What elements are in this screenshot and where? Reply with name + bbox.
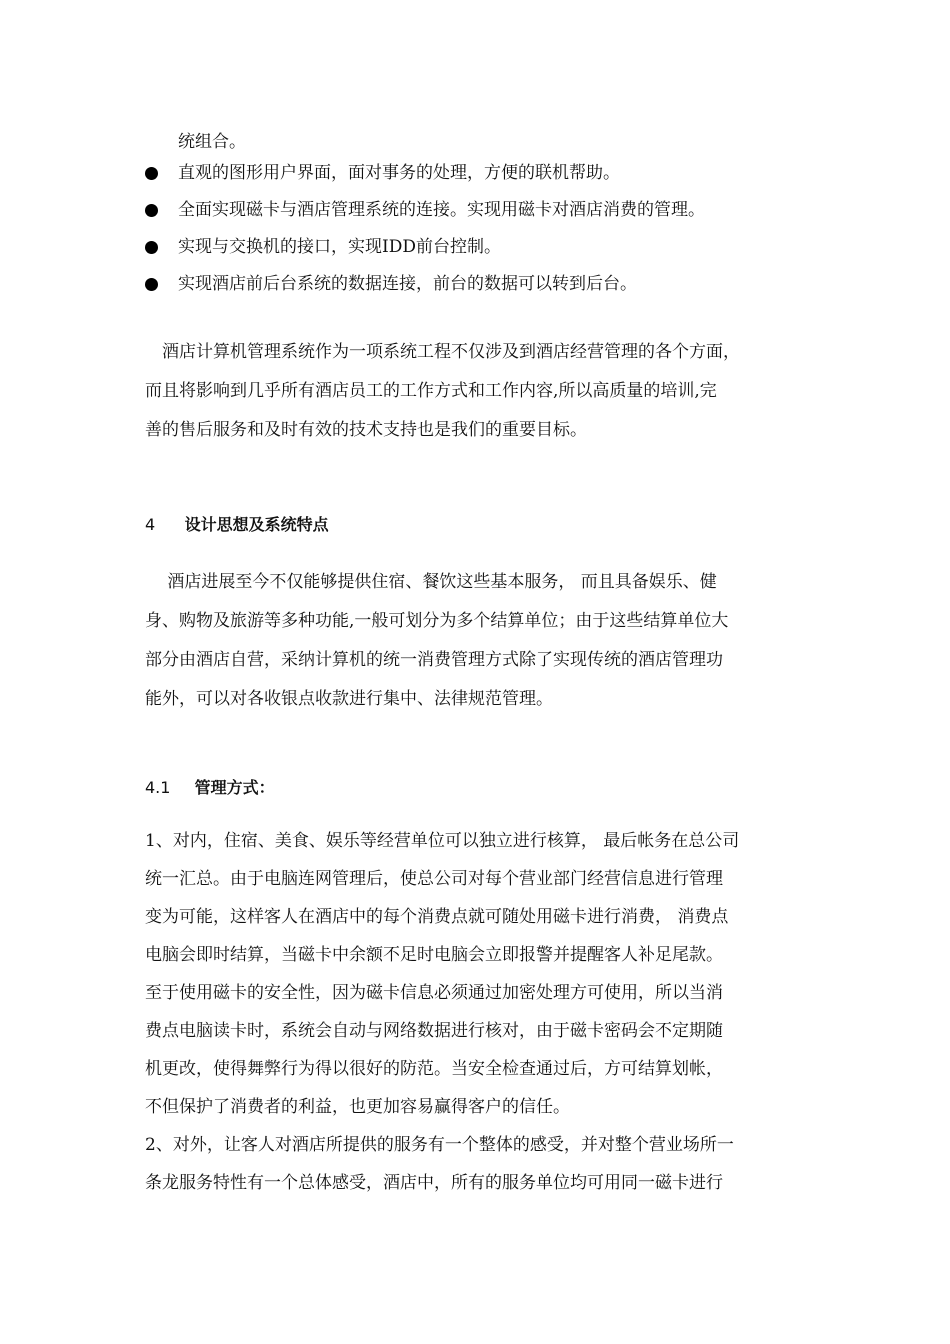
paragraph-line: 能外，可以对各收银点收款进行集中、法律规范管理。: [145, 689, 553, 709]
section-title: 管理方式：: [194, 778, 275, 797]
bullet-text: 全面实现磁卡与酒店管理系统的连接。实现用磁卡对酒店消费的管理。: [178, 200, 705, 220]
bullet-item: [145, 192, 705, 229]
paragraph-line: 至于使用磁卡的安全性，因为磁卡信息必须通过加密处理方可使用，所以当消: [145, 983, 723, 1003]
bullet-text: 直观的图形用户界面，面对事务的处理，方便的联机帮助。: [178, 163, 620, 183]
section-number: 4: [145, 515, 156, 534]
bullet-dot-icon: [145, 204, 158, 217]
paragraph-line: 不但保护了消费者的利益，也更加容易赢得客户的信任。: [145, 1097, 570, 1117]
paragraph-design: [145, 563, 810, 719]
paragraph-line: 身、购物及旅游等多种功能,一般可划分为多个结算单位；由于这些结算单位大: [145, 611, 729, 631]
paragraph-line: 机更改，使得舞弊行为得以很好的防范。当安全检查通过后，方可结算划帐，: [145, 1059, 723, 1079]
bullet-dot-icon: [145, 167, 158, 180]
paragraph-line: 善的售后服务和及时有效的技术支持也是我们的重要目标。: [145, 420, 587, 440]
section-title: 设计思想及系统特点: [184, 515, 329, 534]
bullet-dot-icon: [145, 278, 158, 291]
paragraph-line: 变为可能，这样客人在酒店中的每个消费点就可随处用磁卡进行消费， 消费点: [145, 907, 729, 927]
bullet-text: 实现与交换机的接口，实现IDD前台控制。: [178, 237, 501, 257]
bullet-item: [145, 229, 705, 266]
paragraph-line: 条龙服务特性有一个总体感受，酒店中，所有的服务单位均可用同一磁卡进行: [145, 1173, 723, 1193]
paragraph-line: 而且将影响到几乎所有酒店员工的工作方式和工作内容,所以高质量的培训,完: [145, 381, 717, 401]
bullet-item: [145, 155, 705, 192]
paragraph-line: 费点电脑读卡时，系统会自动与网络数据进行核对，由于磁卡密码会不定期随: [145, 1021, 723, 1041]
paragraph-line: 电脑会即时结算，当磁卡中余额不足时电脑会立即报警并提醒客人补足尾款。: [145, 945, 723, 965]
intro-continuation: 统组合。: [178, 132, 246, 152]
paragraph-line: 统一汇总。由于电脑连网管理后，使总公司对每个营业部门经营信息进行管理: [145, 869, 723, 889]
bullet-text: 实现酒店前后台系统的数据连接，前台的数据可以转到后台。: [178, 274, 637, 294]
feature-bullet-list: [145, 155, 705, 303]
paragraph-management: [145, 822, 810, 1202]
paragraph-line: 2、对外，让客人对酒店所提供的服务有一个整体的感受，并对整个营业场所一: [145, 1135, 734, 1155]
bullet-dot-icon: [145, 241, 158, 254]
paragraph-line: 酒店计算机管理系统作为一项系统工程不仅涉及到酒店经营管理的各个方面，: [145, 342, 740, 362]
bullet-item: [145, 266, 705, 303]
section-heading-4: [145, 512, 329, 535]
paragraph-line: 酒店进展至今不仅能够提供住宿、餐饮这些基本服务， 而且具备娱乐、健: [145, 572, 717, 592]
paragraph-training: [145, 333, 810, 450]
section-number: 4.1: [145, 778, 171, 797]
paragraph-line: 部分由酒店自营，采纳计算机的统一消费管理方式除了实现传统的酒店管理功: [145, 650, 723, 670]
section-heading-4-1: [145, 775, 275, 798]
paragraph-line: 1、对内，住宿、美食、娱乐等经营单位可以独立进行核算， 最后帐务在总公司: [145, 831, 740, 851]
